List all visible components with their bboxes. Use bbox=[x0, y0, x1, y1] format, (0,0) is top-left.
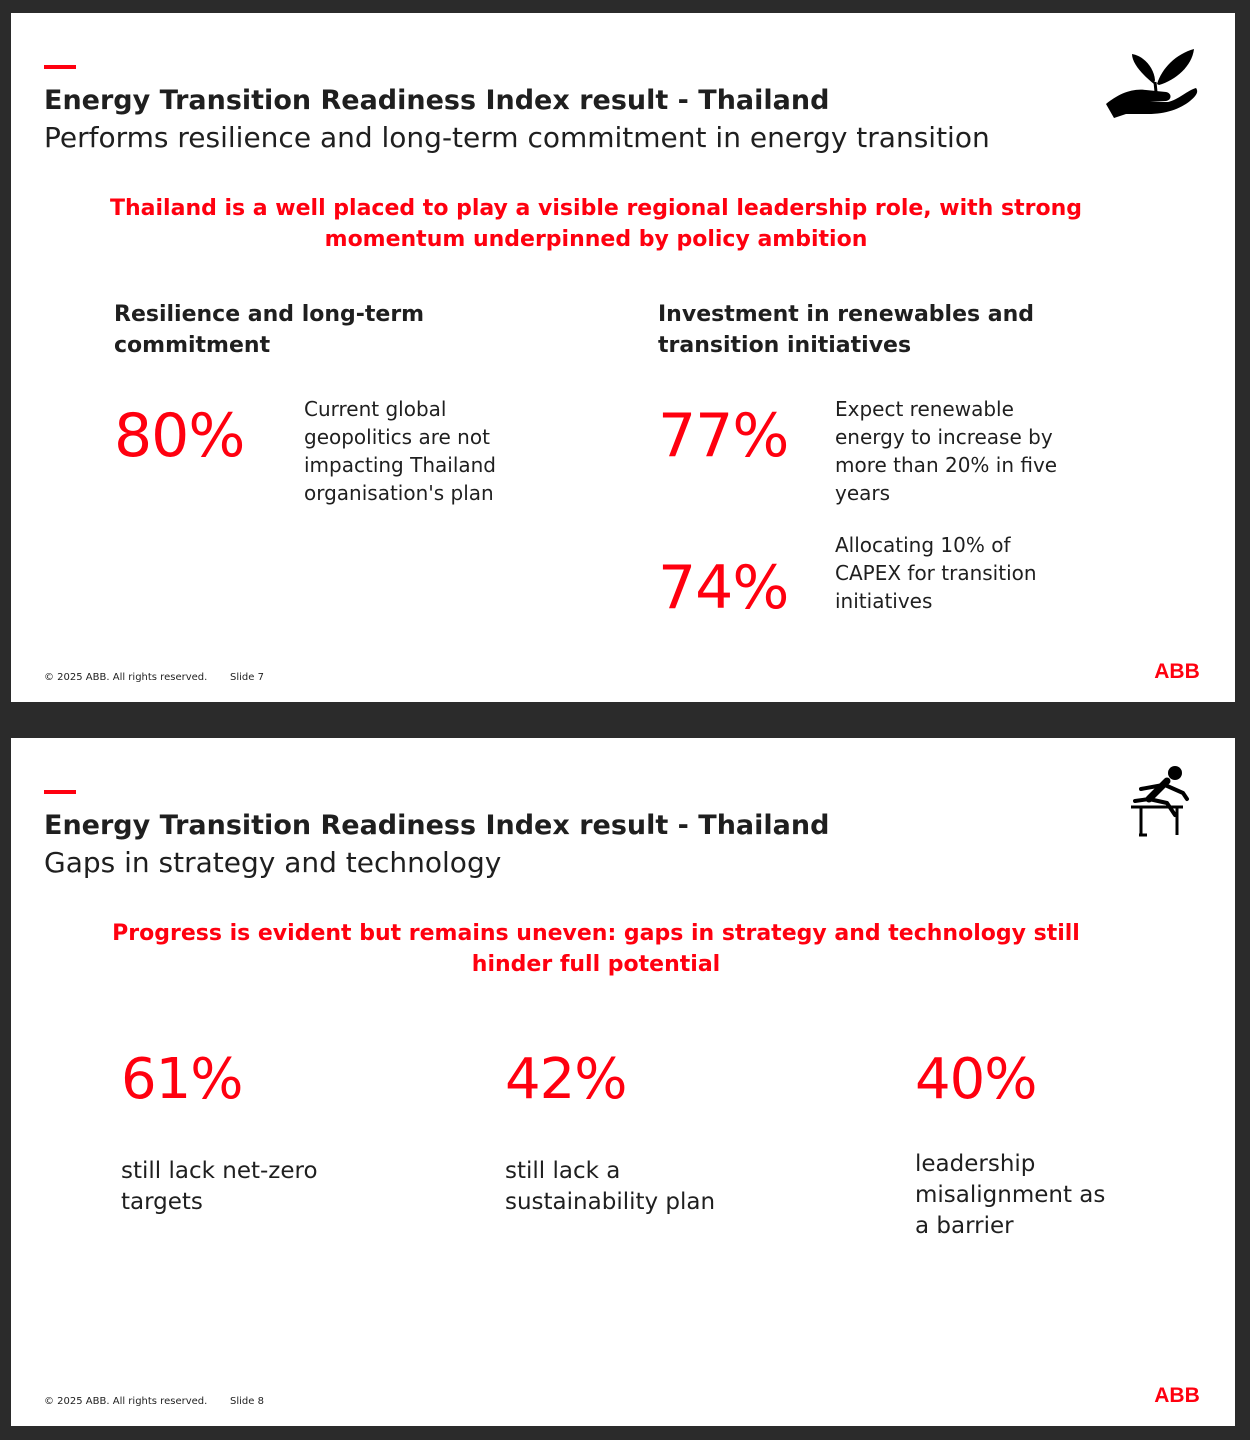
stat-description: still lack net-zero targets bbox=[121, 1158, 318, 1215]
stat-value: 80% bbox=[114, 401, 245, 471]
stat-value: 40% bbox=[915, 1047, 1037, 1112]
svg-text:ABB: ABB bbox=[1154, 661, 1200, 681]
svg-text:ABB: ABB bbox=[1154, 1385, 1200, 1405]
accent-bar bbox=[44, 790, 76, 794]
abb-logo bbox=[1151, 1385, 1203, 1405]
stat-description: Expect renewable energy to increase by more than 20% in five years bbox=[835, 397, 1058, 505]
footer-slide-number: Slide 8 bbox=[230, 1396, 264, 1407]
hurdler-icon bbox=[1127, 763, 1193, 837]
stat-value: 74% bbox=[658, 553, 789, 623]
slide-title: Energy Transition Readiness Index result - Thailand bbox=[44, 810, 830, 841]
stat-description: Current global geopolitics are not impacting Thailand organisation's plan bbox=[304, 397, 497, 505]
slide-subtitle: Gaps in strategy and technology bbox=[44, 846, 502, 879]
slide-8 bbox=[11, 738, 1235, 1426]
accent-bar bbox=[44, 65, 76, 69]
stat-description: still lack a sustainability plan bbox=[505, 1158, 716, 1215]
stat-value: 42% bbox=[505, 1047, 627, 1112]
footer-copyright: © 2025 ABB. All rights reserved. bbox=[44, 672, 208, 683]
stat-value: 77% bbox=[658, 401, 789, 471]
stat-value: 61% bbox=[121, 1047, 243, 1112]
slide-subtitle: Performs resilience and long-term commitment in energy transition bbox=[44, 121, 990, 154]
key-message: Progress is evident but remains uneven: gaps in strategy and technology still hinder full potential bbox=[112, 921, 1080, 977]
stat-description: Allocating 10% of CAPEX for transition initiatives bbox=[835, 533, 1037, 613]
slide-7 bbox=[11, 13, 1235, 702]
footer-slide-number: Slide 7 bbox=[230, 672, 264, 683]
column-heading-investment: Investment in renewables and transition initiatives bbox=[658, 302, 1035, 358]
column-heading-resilience: Resilience and long-term commitment bbox=[114, 302, 425, 358]
abb-logo bbox=[1151, 661, 1203, 681]
stat-description: leadership misalignment as a barrier bbox=[915, 1151, 1106, 1239]
key-message: Thailand is a well placed to play a visible regional leadership role, with strong momentum underpinned by policy ambition bbox=[110, 196, 1082, 252]
hand-with-plant-icon bbox=[1104, 46, 1199, 118]
slide-title: Energy Transition Readiness Index result - Thailand bbox=[44, 85, 830, 116]
footer-copyright: © 2025 ABB. All rights reserved. bbox=[44, 1396, 208, 1407]
